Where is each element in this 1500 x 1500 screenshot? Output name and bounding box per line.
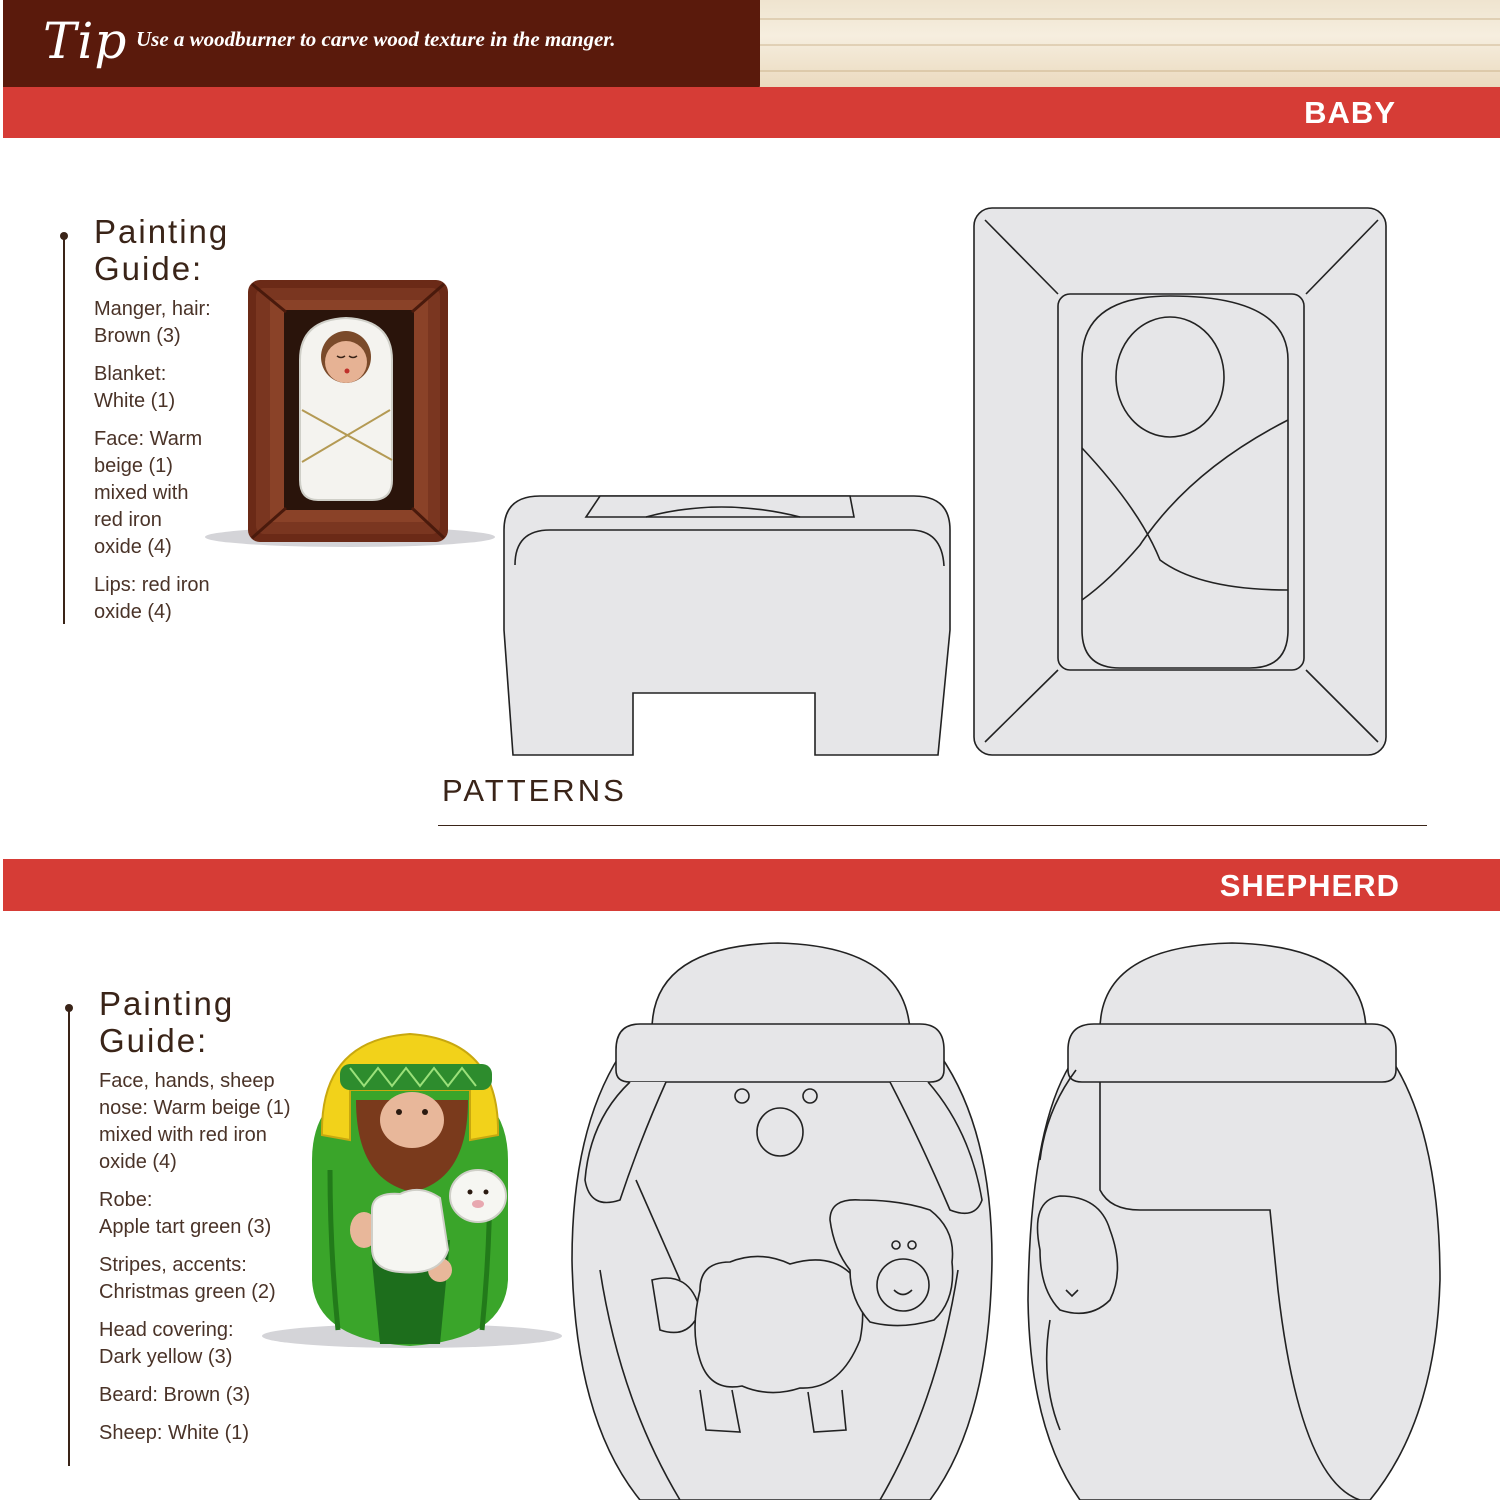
shepherd-guide-line: nose: Warm beige (1)	[99, 1097, 291, 1119]
baby-guide-title-2: Guide:	[94, 250, 204, 287]
baby-guide-line: Lips: red iron	[94, 574, 210, 596]
baby-guide-line: Face: Warm	[94, 428, 203, 450]
baby-guide-line: Blanket:	[94, 363, 167, 385]
shepherd-guide-line: Head covering:	[99, 1319, 234, 1341]
baby-guide-line: oxide (4)	[94, 536, 172, 558]
shepherd-side-pattern	[1028, 943, 1440, 1500]
shepherd-guide-line: Apple tart green (3)	[99, 1216, 272, 1238]
baby-guide-line: White (1)	[94, 390, 176, 412]
shepherd-guide-line: Robe:	[99, 1189, 153, 1211]
baby-guide-title-1: Painting	[94, 213, 230, 250]
baby-guide-line: red iron	[94, 509, 162, 531]
shepherd-guide-line: Dark yellow (3)	[99, 1346, 233, 1368]
baby-guide-line: Brown (3)	[94, 325, 181, 347]
shepherd-carving-photo	[312, 1034, 508, 1346]
baby-guide-line: Manger, hair:	[94, 298, 211, 320]
shepherd-guide-line: oxide (4)	[99, 1151, 177, 1173]
baby-guide-line: oxide (4)	[94, 601, 172, 623]
tip-label: Tip	[43, 12, 128, 70]
shepherd-guide-title-1: Painting	[99, 985, 235, 1022]
patterns-label: PATTERNS	[442, 773, 627, 808]
shepherd-guide-line: Stripes, accents:	[99, 1254, 247, 1276]
baby-section-title: BABY	[1304, 95, 1396, 130]
shepherd-guide-line: Face, hands, sheep	[99, 1070, 275, 1092]
shepherd-guide-line: Christmas green (2)	[99, 1281, 276, 1303]
baby-guide-line: mixed with	[94, 482, 189, 504]
baby-guide-line: beige (1)	[94, 455, 173, 477]
tip-text: Use a woodburner to carve wood texture in the manger.	[136, 27, 616, 51]
shepherd-guide-title-2: Guide:	[99, 1022, 209, 1059]
shepherd-guide-line: mixed with red iron	[99, 1124, 267, 1146]
shepherd-guide-line: Beard: Brown (3)	[99, 1384, 251, 1406]
shepherd-guide-line: Sheep: White (1)	[99, 1422, 250, 1444]
shepherd-front-pattern	[572, 943, 992, 1500]
shepherd-section-title: SHEPHERD	[1219, 868, 1400, 903]
